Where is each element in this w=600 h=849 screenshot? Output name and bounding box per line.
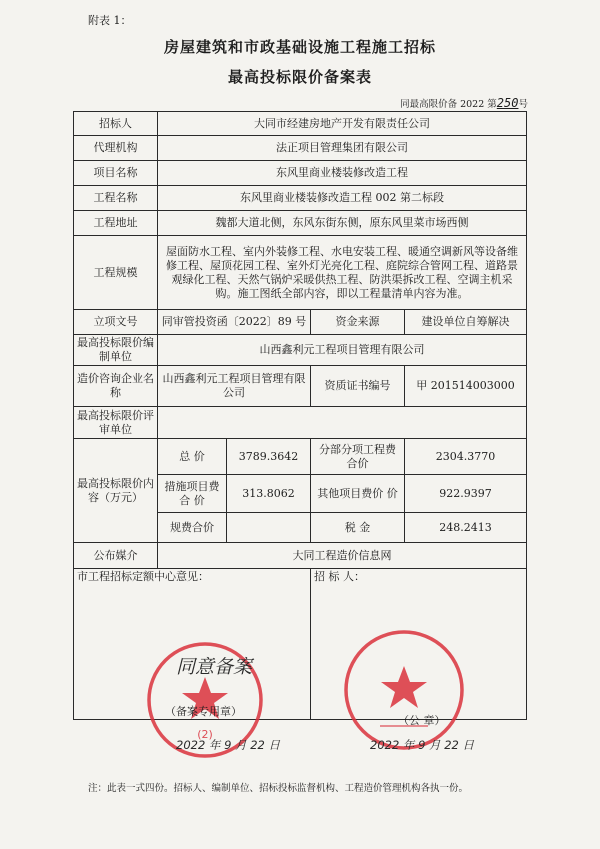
row-scale: [74, 236, 527, 310]
page-title-line2: 最高投标限价备案表: [227, 68, 372, 86]
agency-value: 法正项目管理集团有限公司: [158, 136, 527, 161]
address-label: 工程地址: [74, 211, 158, 236]
tenderer-seal-icon: [340, 626, 468, 754]
tenderer-date: 2022 年 9 月 22 日: [370, 738, 474, 752]
footnote: 注：此表一式四份。招标人、编制单位、招标投标监督机构、工程造价管理机构各执一份。: [88, 783, 469, 794]
row-approval: [74, 310, 527, 335]
row-engineering-name: [74, 186, 527, 211]
center-date: 2022 年 9 月 22 日: [176, 738, 280, 752]
fee-value: [227, 513, 311, 543]
consultant-label: 造价咨询企业名称: [74, 366, 158, 407]
consultant-value: 山西鑫利元工程项目管理有限公司: [158, 366, 311, 407]
approve-handwriting: 同意备案: [176, 656, 253, 678]
agency-label: 代理机构: [74, 136, 158, 161]
tax-label: 税 金: [311, 513, 405, 543]
price-label: 最高投标限价内容（万元）: [74, 439, 158, 543]
row-project-name: [74, 161, 527, 186]
compiler-label: 最高投标限价编制单位: [74, 335, 158, 366]
tenderer-value: 大同市经建房地产开发有限责任公司: [158, 112, 527, 136]
row-media: [74, 543, 527, 569]
tax-value: 248.2413: [405, 513, 527, 543]
row-compiler: [74, 335, 527, 366]
row-tenderer: [74, 112, 527, 136]
row-agency: [74, 136, 527, 161]
measure-price-value: 313.8062: [227, 475, 311, 513]
row-price-total: [74, 439, 527, 475]
sub-price-label: 分部分项工程费合价: [311, 439, 405, 475]
engineering-name-label: 工程名称: [74, 186, 158, 211]
address-value: 魏都大道北侧，东风东街东侧，原东风里菜市场西侧: [158, 211, 527, 236]
center-opinion-label: 市工程招标定额中心意见：: [77, 570, 209, 583]
approval-label: 立项文号: [74, 310, 158, 335]
fee-label: 规费合价: [158, 513, 227, 543]
row-review: [74, 407, 527, 439]
other-price-label: 其他项目费价 价: [311, 475, 405, 513]
tenderer-label: 招标人: [74, 112, 158, 136]
engineering-name-value: 东风里商业楼装修改造工程 002 第二标段: [158, 186, 527, 211]
page-title-line1: 房屋建筑和市政基础设施工程施工招标: [163, 38, 436, 56]
media-value: 大同工程造价信息网: [158, 543, 527, 569]
media-label: 公布媒介: [74, 543, 158, 569]
compiler-value: 山西鑫利元工程项目管理有限公司: [158, 335, 527, 366]
measure-price-label: 措施项目费合 价: [158, 475, 227, 513]
project-name-value: 东风里商业楼装修改造工程: [158, 161, 527, 186]
annex-label: 附表 1：: [88, 14, 132, 27]
review-label: 最高投标限价评审单位: [74, 407, 158, 439]
review-value: [158, 407, 527, 439]
cert-label: 资质证书编号: [311, 366, 405, 407]
scale-label: 工程规模: [74, 236, 158, 310]
fund-source-label: 资金来源: [311, 310, 405, 335]
fund-source-value: 建设单位自筹解决: [405, 310, 527, 335]
other-price-value: 922.9397: [405, 475, 527, 513]
approval-value: 同审管投资函〔2022〕89 号: [158, 310, 311, 335]
scale-value: 屋面防水工程、室内外装修工程、水电安装工程、暖通空调新风等设备维修工程、屋顶花园工程、室外灯光亮化工程、庭院综合管网工程、道路景观绿化工程、天然气锅炉采暖供热工程、防洪渠拆改工程、空调主机采购。施工图纸全部内容，即以工程量清单内容为准。: [158, 236, 527, 310]
center-seal-note: （备案专用章）: [165, 705, 242, 718]
tenderer-seal-note: （公 章）: [398, 714, 446, 727]
cert-value: 甲 201514003000: [405, 366, 527, 407]
total-price-label: 总 价: [158, 439, 227, 475]
filing-number: 同最高限价备 2022 第250号: [400, 96, 528, 110]
tenderer-sign-label: 招 标 人：: [314, 570, 365, 583]
row-address: [74, 211, 527, 236]
filing-number-handwritten: 250: [496, 96, 519, 110]
row-consultant: [74, 366, 527, 407]
total-price-value: 3789.3642: [227, 439, 311, 475]
sub-price-value: 2304.3770: [405, 439, 527, 475]
project-name-label: 项目名称: [74, 161, 158, 186]
svg-text:(2): (2): [197, 728, 213, 741]
